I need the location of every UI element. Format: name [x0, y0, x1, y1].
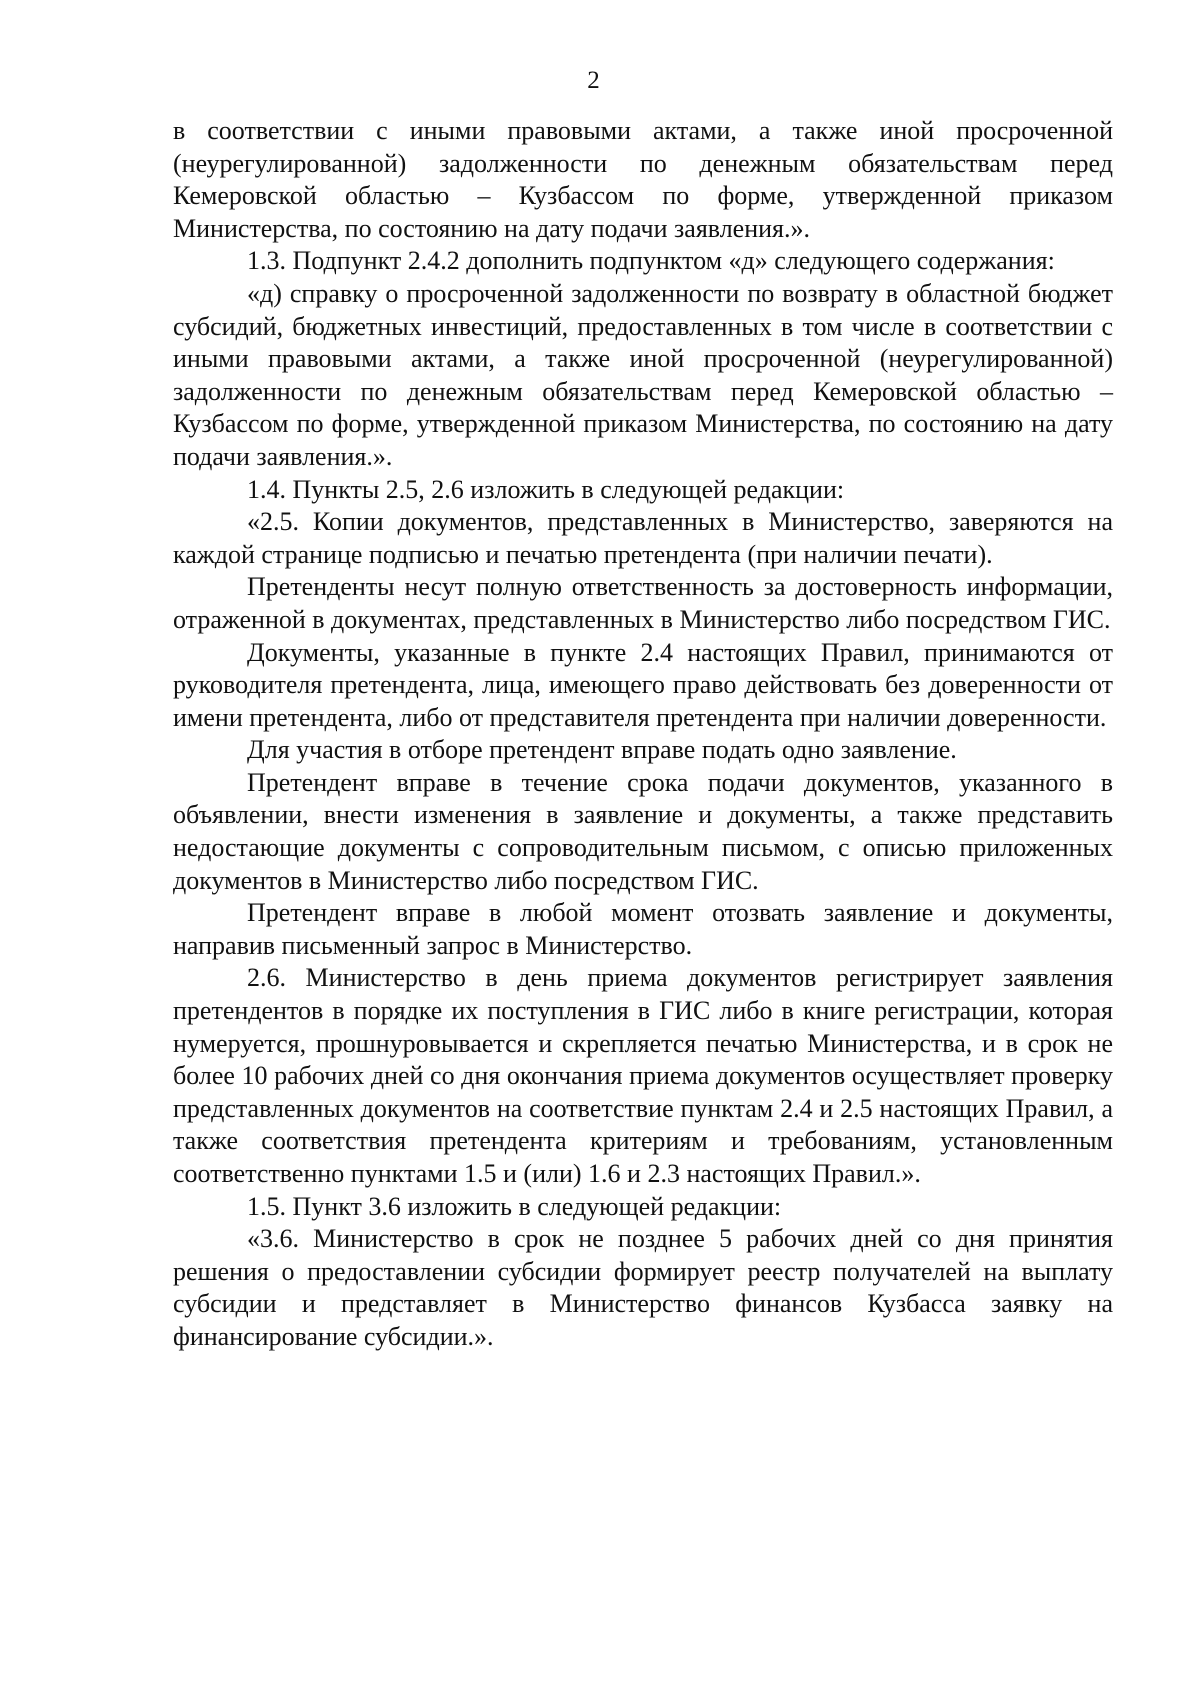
paragraph-single-application: Для участия в отборе претендент вправе подать одно заявление.	[247, 735, 957, 765]
paragraph-continuation: в соответствии с иными правовыми актами, а также иной просроченной (неурегулированной) задолженности по денежным обязательствам перед Кемеровской областью – Кузбассом по форме, утвержденной приказом Министерства, по состоянию на дату подачи заявления.».	[173, 116, 1113, 243]
paragraph-withdrawal: Претендент вправе в любой момент отозвать заявление и документы, направив письменный запрос в Министерство.	[173, 898, 1113, 960]
paragraph-item-1-5: 1.5. Пункт 3.6 изложить в следующей редакции:	[247, 1191, 782, 1221]
paragraph-clause-2-5: «2.5. Копии документов, представленных в Министерство, заверяются на каждой странице подписью и печатью претендента (при наличии печати).	[173, 507, 1113, 569]
page-number: 2	[587, 67, 600, 94]
paragraph-clause-2-6: 2.6. Министерство в день приема документов регистрирует заявления претендентов в порядке их поступления в ГИС либо в книге регистрации, которая нумеруется, прошнуровывается и скрепляется печатью Министерства, и в срок не более 10 рабочих дней со дня окончания приема документов осуществляет проверку представленных документов на соответствие пунктам 2.4 и 2.5 настоящих Правил, а также соответствия претендента критериям и требованиям, установленным соответственно пунктами 1.5 и (или) 1.6 и 2.3 настоящих Правил.».	[173, 963, 1113, 1188]
document-body	[173, 115, 1113, 1354]
paragraph-clause-3-6: «3.6. Министерство в срок не позднее 5 рабочих дней со дня принятия решения о предоставлении субсидии формирует реестр получателей на выплату субсидии и представляет в Министерство финансов Кузбасса заявку на финансирование субсидии.».	[173, 1224, 1113, 1351]
paragraph-amendments: Претендент вправе в течение срока подачи документов, указанного в объявлении, внести изменения в заявление и документы, а также представить недостающие документы с сопроводительным письмом, с описью приложенных документов в Министерство либо посредством ГИС.	[173, 767, 1113, 895]
paragraph-item-1-3: 1.3. Подпункт 2.4.2 дополнить подпунктом «д» следующего содержания:	[247, 246, 1055, 276]
paragraph-subitem-d: «д) справку о просроченной задолженности по возврату в областной бюджет субсидий, бюджетных инвестиций, предоставленных в том числе в соответствии с иными правовыми актами, а также иной просроченной (неурегулированной) задолженности по денежным обязательствам перед Кемеровской областью – Кузбассом по форме, утвержденной приказом Министерства, по состоянию на дату подачи заявления.».	[173, 278, 1113, 471]
paragraph-responsibility: Претенденты несут полную ответственность за достоверность информации, отраженной в документах, представленных в Министерство либо посредством ГИС.	[173, 572, 1113, 634]
paragraph-item-1-4: 1.4. Пункты 2.5, 2.6 изложить в следующей редакции:	[247, 474, 845, 504]
paragraph-documents-accepted: Документы, указанные в пункте 2.4 настоящих Правил, принимаются от руководителя претендента, лица, имеющего право действовать без доверенности от имени претендента, либо от представителя претендента при наличии доверенности.	[173, 637, 1113, 732]
